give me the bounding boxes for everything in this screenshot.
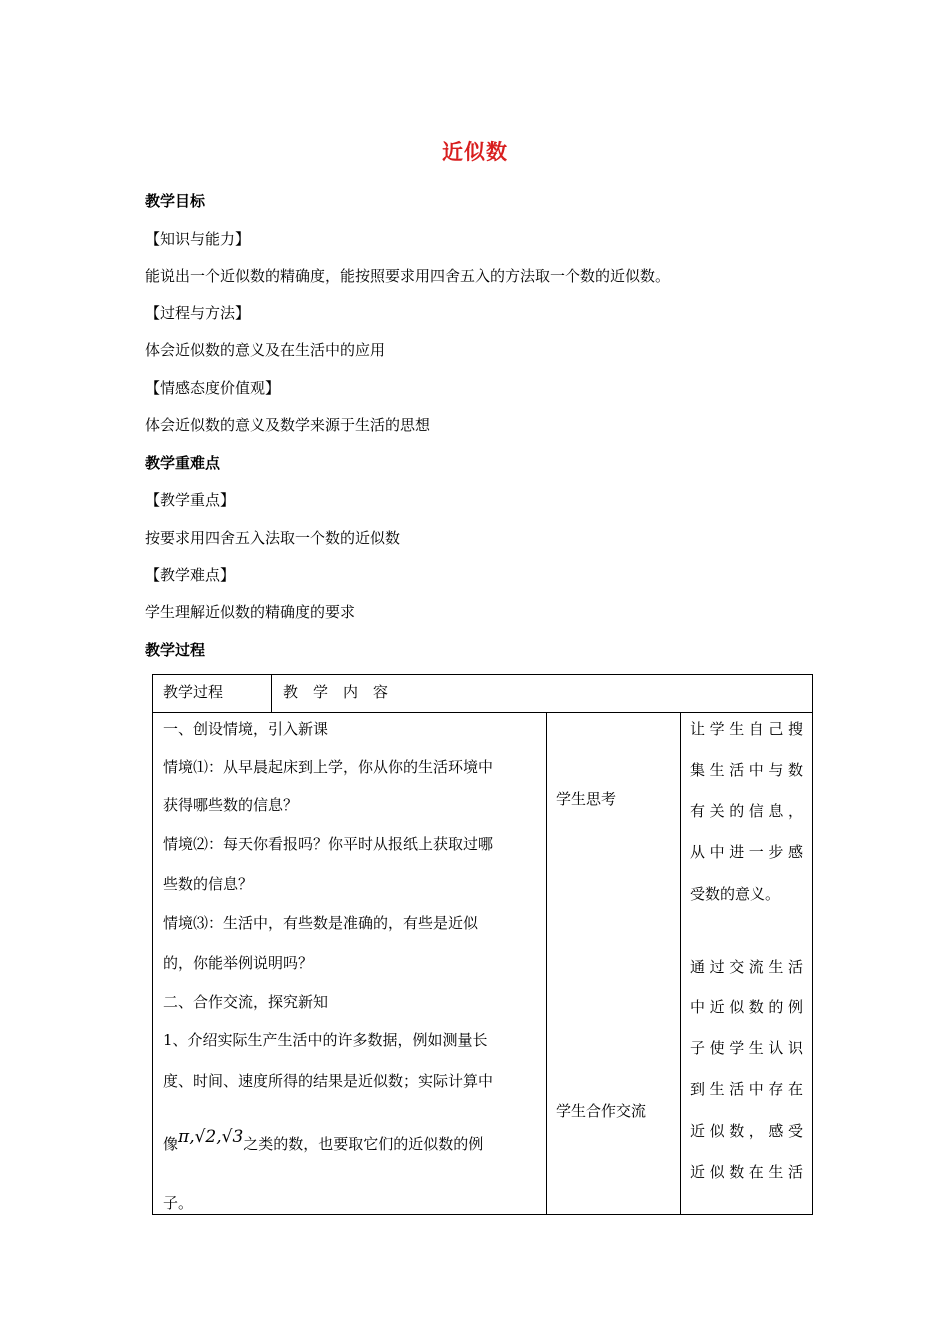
emotion-text: 体会近似数的意义及数学来源于生活的思想 (145, 416, 431, 434)
comment-line: 集生活中与数 (690, 761, 803, 779)
key-label: 【教学重点】 (145, 491, 236, 509)
emotion-label: 【情感态度价值观】 (145, 379, 281, 397)
difficult-text: 学生理解近似数的精确度的要求 (145, 603, 356, 621)
header-process: 教学过程 (163, 683, 224, 701)
content-line: 些数的信息？ (163, 875, 254, 893)
content-line: 1、介绍实际生产生活中的许多数据，例如测量长 (163, 1031, 488, 1049)
process-label: 【过程与方法】 (145, 304, 251, 322)
comment-line: 到生活中存在 (690, 1080, 803, 1098)
comment-line: 有关的信息， (690, 802, 803, 820)
math-expression: π,√2,√3 (178, 1127, 244, 1147)
comment-line: 通过交流生活 (690, 958, 803, 976)
key-heading: 教学重难点 (145, 454, 221, 472)
activity-think: 学生思考 (556, 790, 617, 808)
page-title: 近似数 (442, 139, 508, 164)
comment-line: 从中进一步感 (690, 843, 803, 861)
comment-line: 中近似数的例 (690, 998, 803, 1016)
comment-line: 近似数，感受 (690, 1122, 803, 1140)
comment-line: 让学生自己搜 (690, 720, 803, 738)
comment-line: 子使学生认识 (690, 1039, 803, 1057)
knowledge-label: 【知识与能力】 (145, 230, 251, 248)
table-header-divider (153, 712, 812, 713)
math-suffix: 之类的数，也要取它们的近似数的例 (243, 1135, 484, 1153)
key-text: 按要求用四舍五入法取一个数的近似数 (145, 529, 401, 547)
activity-cooperate: 学生合作交流 (556, 1102, 647, 1120)
content-line: 度、时间、速度所得的结果是近似数；实际计算中 (163, 1072, 494, 1090)
teaching-process-table (152, 674, 813, 1215)
knowledge-text: 能说出一个近似数的精确度，能按照要求用四舍五入的方法取一个数的近似数。 (145, 267, 671, 285)
math-prefix: 像 (163, 1135, 179, 1153)
process-text: 体会近似数的意义及在生活中的应用 (145, 341, 386, 359)
process-heading: 教学过程 (145, 641, 206, 659)
content-line: 情境⑶：生活中，有些数是准确的，有些是近似 (163, 914, 479, 932)
content-line: 子。 (163, 1194, 194, 1212)
header-column-divider (271, 675, 272, 712)
activity-column-divider (546, 712, 547, 1214)
comment-line: 近似数在生活 (690, 1163, 803, 1181)
comment-line: 受数的意义。 (690, 885, 781, 903)
comment-column-divider (680, 712, 681, 1214)
difficult-label: 【教学难点】 (145, 566, 236, 584)
content-line: 情境⑵：每天你看报吗？你平时从报纸上获取过哪 (163, 835, 494, 853)
content-line: 获得哪些数的信息？ (163, 796, 299, 814)
content-line: 一、创设情境，引入新课 (163, 720, 329, 738)
content-line-math (163, 1127, 484, 1154)
goals-heading: 教学目标 (145, 192, 206, 210)
content-line: 二、合作交流，探究新知 (163, 993, 329, 1011)
header-content: 教 学 内 容 (283, 683, 389, 701)
content-line: 的，你能举例说明吗？ (163, 954, 314, 972)
content-line: 情境⑴：从早晨起床到上学，你从你的生活环境中 (163, 758, 494, 776)
